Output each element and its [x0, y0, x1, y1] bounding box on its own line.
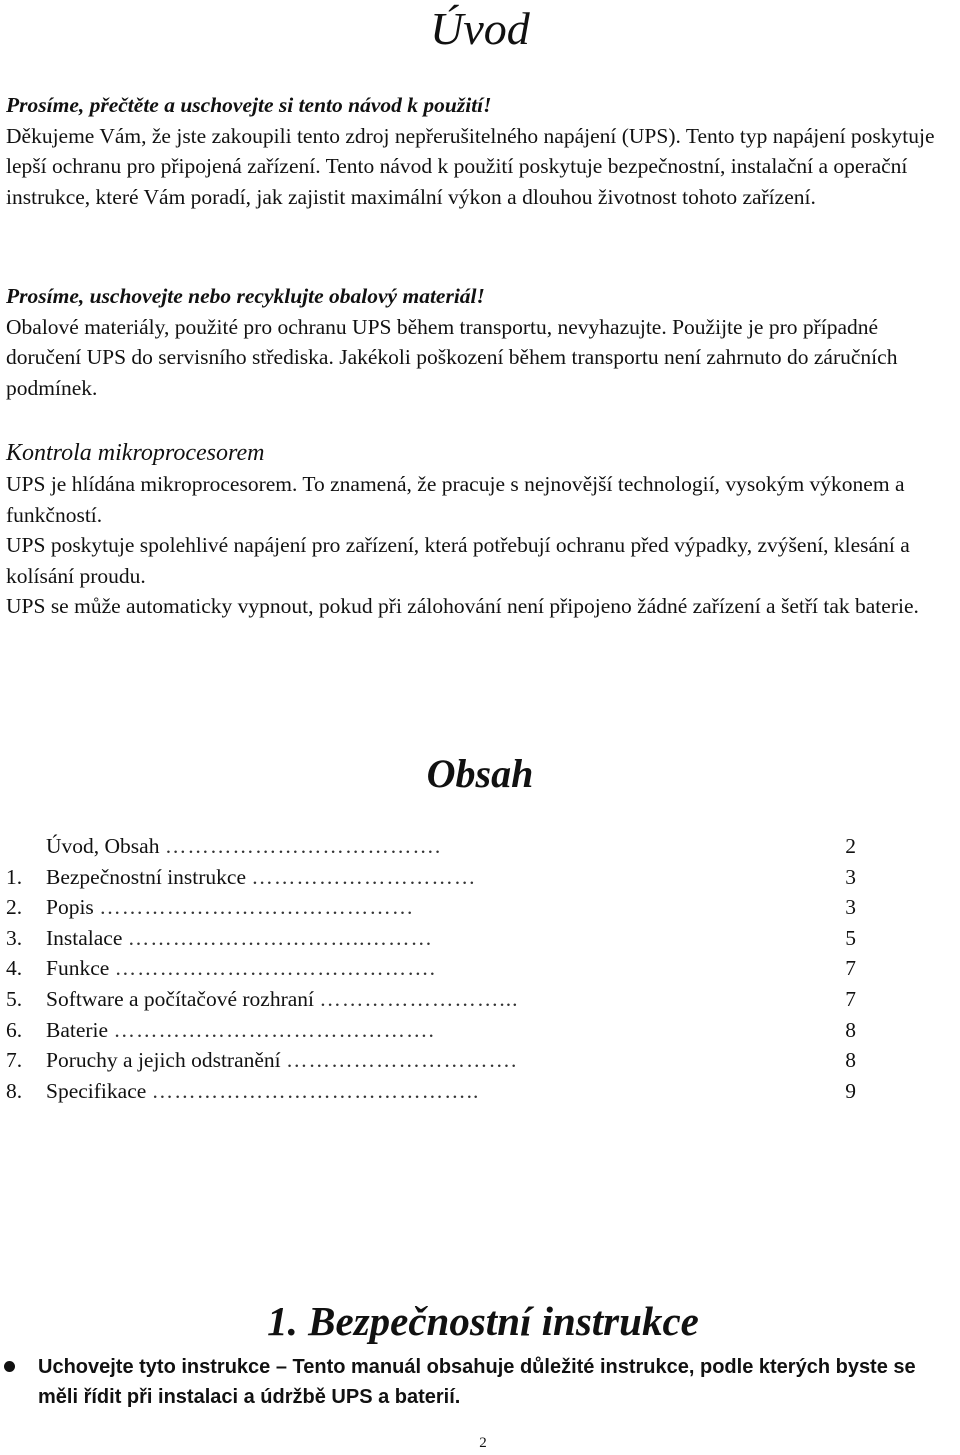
reliable-power-paragraph: UPS poskytuje spolehlivé napájení pro zařízení, která potřebují ochranu před výpadky, zvýšení, klesání a kolísání proudu. [6, 533, 910, 588]
toc-entry-number: 8. [6, 1078, 23, 1103]
toc-entry[interactable] [6, 892, 866, 923]
read-instructions-heading: Prosíme, přečtěte a uschovejte si tento návod k použití! [6, 93, 492, 117]
toc-entry-label: Bezpečnostní instrukce ………………………… [46, 862, 476, 893]
toc-entry-label: Instalace …………………………..……… [46, 923, 433, 954]
bullet-icon [4, 1361, 15, 1372]
contents-title: Obsah [426, 751, 534, 796]
toc-entry-label: Úvod, Obsah ………………………………. [46, 831, 441, 862]
toc-entry-label: Software a počítačové rozhraní ……………………... [46, 984, 519, 1015]
toc-entry[interactable] [6, 831, 866, 862]
toc-entry[interactable] [6, 953, 866, 984]
auto-shutdown-paragraph: UPS se může automaticky vypnout, pokud při zálohování není připojeno žádné zařízení a šetří tak baterie. [6, 594, 919, 618]
toc-entry[interactable] [6, 984, 866, 1015]
toc-entry-page: 8 [845, 1017, 856, 1042]
intro-section-3 [6, 438, 956, 622]
toc-entry-number: 3. [6, 925, 23, 950]
packaging-paragraph: Obalové materiály, použité pro ochranu UPS během transportu, nevyhazujte. Použijte je pro případné doručení UPS do servisního střediska. Jakékoli poškození během transportu není zahrnuto do záručních podmínek. [6, 314, 898, 400]
toc-entry-leader: ………………………………. [164, 834, 442, 858]
toc-entry-page: 9 [845, 1078, 856, 1103]
safety-bullet-text: Uchovejte tyto instrukce – Tento manuál obsahuje důležité instrukce, podle kterých byste se měli řídit při instalaci a údržbě UPS a baterií. [38, 1356, 916, 1408]
toc-entry-page: 3 [845, 895, 856, 920]
toc-entry-leader: ……………………………………. [113, 1017, 435, 1042]
toc-entry-leader: …………………………. [286, 1048, 518, 1073]
toc-entry-leader: ………………………… [251, 864, 477, 889]
toc-entry-page: 7 [845, 986, 856, 1011]
toc-entry-label: Funkce ……………………………………. [46, 953, 436, 984]
toc-entry-number: 2. [6, 895, 23, 920]
page-number: 2 [479, 1435, 487, 1451]
toc-entry-page: 5 [845, 925, 856, 950]
toc-entry-number: 1. [6, 864, 23, 889]
microprocessor-paragraph: UPS je hlídána mikroprocesorem. To znamená, že pracuje s nejnovější technologií, vysokým výkonem a funkčností. [6, 472, 905, 527]
toc-entry-label: Popis …………………………………… [46, 892, 414, 923]
toc-entry[interactable] [6, 1015, 866, 1046]
toc-entry-leader: …………………………..……… [127, 925, 434, 950]
table-of-contents [6, 831, 866, 1106]
toc-entry-label: Poruchy a jejich odstranění …………………………. [46, 1045, 517, 1076]
toc-entry-page: 8 [845, 1048, 856, 1073]
toc-entry-label: Specifikace …………………………………….. [46, 1076, 479, 1107]
toc-entry-label: Baterie ……………………………………. [46, 1015, 435, 1046]
toc-entry[interactable] [6, 862, 866, 893]
intro-section-2 [6, 281, 956, 403]
toc-entry-number: 4. [6, 956, 23, 981]
toc-entry-number: 5. [6, 986, 23, 1011]
toc-entry[interactable] [6, 923, 866, 954]
intro-title: Úvod [430, 3, 530, 54]
packaging-heading: Prosíme, uschovejte nebo recyklujte obalový materiál! [6, 284, 485, 308]
intro-section-1 [6, 90, 956, 212]
microprocessor-heading: Kontrola mikroprocesorem [6, 440, 265, 466]
toc-entry-page: 3 [845, 864, 856, 889]
toc-entry-number: 6. [6, 1017, 23, 1042]
toc-entry-leader: …………………………………… [99, 895, 415, 920]
toc-entry-page: 2 [845, 834, 856, 858]
safety-instructions-title: 1. Bezpečnostní instrukce [267, 1298, 699, 1344]
toc-entry-leader: ……………………………………. [114, 956, 437, 981]
toc-entry-page: 7 [845, 956, 856, 981]
toc-entry[interactable] [6, 1076, 866, 1107]
toc-entry-number: 7. [6, 1048, 23, 1073]
toc-entry-leader: ……………………... [319, 986, 519, 1011]
toc-entry-leader: …………………………………….. [151, 1078, 480, 1103]
toc-entry[interactable] [6, 1045, 866, 1076]
thank-you-paragraph: Děkujeme Vám, že jste zakoupili tento zdroj nepřerušitelného napájení (UPS). Tento typ napájení poskytuje lepší ochranu pro připojená zařízení. Tento návod k použití poskytuje bezpečnostní, instalační a operační instrukce, které Vám poradí, jak zajistit maximální výkon a dlouhou životnost tohoto zařízení. [6, 123, 935, 209]
